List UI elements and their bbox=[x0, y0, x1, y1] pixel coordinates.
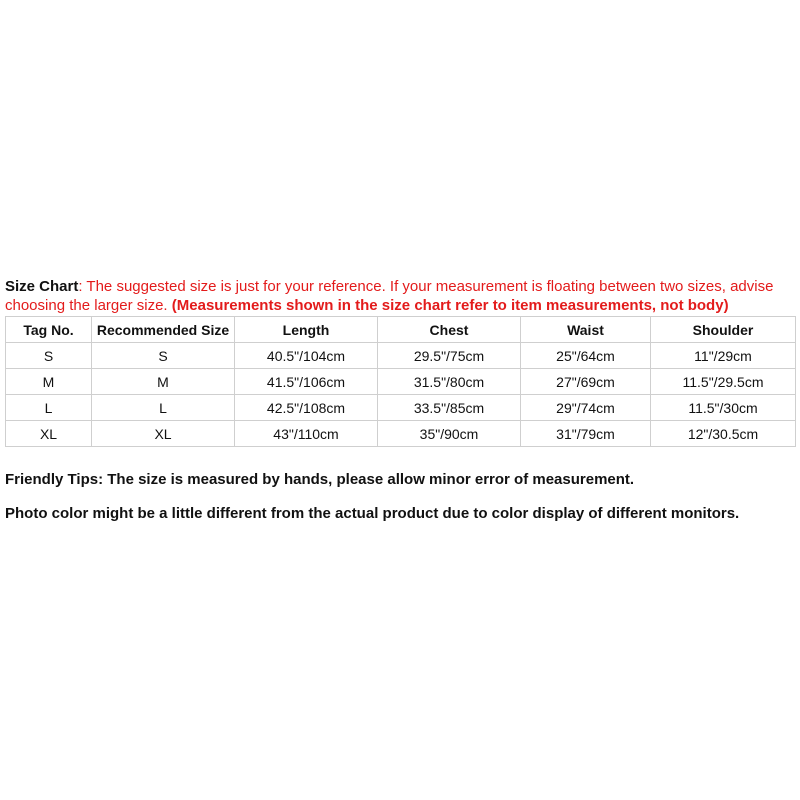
cell-length: 41.5"/106cm bbox=[235, 369, 378, 395]
size-chart-note-bold: (Measurements shown in the size chart refer to item measurements, not body) bbox=[171, 297, 729, 314]
header-shoulder: Shoulder bbox=[651, 317, 796, 343]
cell-recommended: S bbox=[92, 343, 235, 369]
cell-shoulder: 11.5"/29.5cm bbox=[651, 369, 796, 395]
cell-recommended: L bbox=[92, 395, 235, 421]
table-row bbox=[6, 369, 796, 395]
cell-tag: L bbox=[6, 395, 92, 421]
header-waist: Waist bbox=[521, 317, 651, 343]
table-row bbox=[6, 395, 796, 421]
cell-chest: 31.5"/80cm bbox=[378, 369, 521, 395]
cell-tag: XL bbox=[6, 421, 92, 447]
size-chart-intro-line2 bbox=[5, 296, 795, 315]
cell-shoulder: 12"/30.5cm bbox=[651, 421, 796, 447]
header-length: Length bbox=[235, 317, 378, 343]
header-recommended-size: Recommended Size bbox=[92, 317, 235, 343]
size-table-header-row bbox=[6, 317, 796, 343]
cell-shoulder: 11.5"/30cm bbox=[651, 395, 796, 421]
size-chart-colon: : bbox=[78, 278, 83, 295]
table-row bbox=[6, 343, 796, 369]
cell-tag: M bbox=[6, 369, 92, 395]
size-chart bbox=[5, 277, 795, 447]
table-row bbox=[6, 421, 796, 447]
cell-waist: 31"/79cm bbox=[521, 421, 651, 447]
header-chest: Chest bbox=[378, 317, 521, 343]
header-tag-no: Tag No. bbox=[6, 317, 92, 343]
cell-waist: 29"/74cm bbox=[521, 395, 651, 421]
photo-color-tip: Photo color might be a little different from the actual product due to color display of different monitors. bbox=[5, 505, 740, 522]
cell-shoulder: 11"/29cm bbox=[651, 343, 796, 369]
cell-recommended: M bbox=[92, 369, 235, 395]
cell-chest: 33.5"/85cm bbox=[378, 395, 521, 421]
cell-waist: 27"/69cm bbox=[521, 369, 651, 395]
cell-length: 42.5"/108cm bbox=[235, 395, 378, 421]
cell-chest: 35"/90cm bbox=[378, 421, 521, 447]
size-chart-label: Size Chart bbox=[5, 278, 79, 295]
cell-waist: 25"/64cm bbox=[521, 343, 651, 369]
cell-tag: S bbox=[6, 343, 92, 369]
cell-chest: 29.5"/75cm bbox=[378, 343, 521, 369]
size-chart-note-line2: choosing the larger size. bbox=[5, 297, 172, 314]
cell-length: 43"/110cm bbox=[235, 421, 378, 447]
cell-recommended: XL bbox=[92, 421, 235, 447]
friendly-tips: Friendly Tips: The size is measured by hands, please allow minor error of measurement. bbox=[5, 471, 635, 488]
size-chart-intro bbox=[5, 277, 795, 296]
size-table bbox=[5, 316, 796, 447]
size-chart-note-line1: The suggested size is just for your reference. If your measurement is floating between two sizes, advise bbox=[82, 278, 774, 295]
cell-length: 40.5"/104cm bbox=[235, 343, 378, 369]
